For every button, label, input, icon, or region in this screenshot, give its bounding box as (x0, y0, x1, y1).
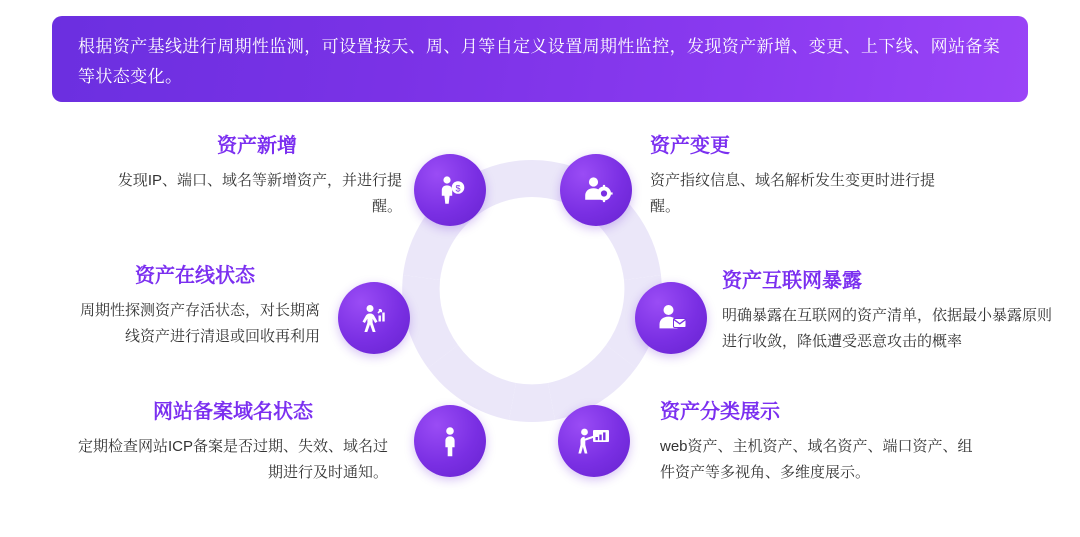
block-body-asset-new: 发现IP、端口、域名等新增资产，并进行提醒。 (117, 172, 402, 215)
text-block-asset-internet-exposure (722, 267, 1052, 355)
header-banner (52, 16, 1028, 102)
icon-bubble-asset-classification-display[interactable] (558, 405, 630, 477)
block-body-website-icp-domain-status: 定期检查网站ICP备案是否过期、失效、域名过期进行及时通知。 (78, 438, 389, 481)
capability-diagram (0, 102, 1080, 537)
text-block-asset-classification-display (660, 398, 980, 486)
text-block-asset-new (112, 132, 402, 220)
block-title-asset-internet-exposure: 资产互联网暴露 (722, 270, 862, 292)
icon-bubble-asset-new[interactable] (414, 154, 486, 226)
banner-text: 根据资产基线进行周期性监测，可设置按天、周、月等自定义设置周期性监控，发现资产新增、变更、上下线、网站备案等状态变化。 (78, 37, 1001, 86)
person-presentation-icon (576, 424, 612, 458)
person-dollar-icon (433, 173, 467, 207)
icon-bubble-asset-internet-exposure[interactable] (635, 282, 707, 354)
person-standing-icon (433, 424, 467, 458)
block-title-asset-new: 资产新增 (217, 135, 297, 157)
text-block-asset-change (650, 132, 950, 220)
icon-bubble-website-icp-domain-status[interactable] (414, 405, 486, 477)
text-block-asset-online-status (70, 262, 320, 350)
icon-bubble-asset-change[interactable] (560, 154, 632, 226)
person-chart-icon (357, 301, 391, 335)
person-mail-icon (654, 301, 688, 335)
text-block-website-icp-domain-status (78, 398, 388, 486)
person-settings-icon (579, 173, 613, 207)
block-body-asset-change: 资产指纹信息、域名解析发生变更时进行提醒。 (650, 172, 936, 215)
block-title-asset-classification-display: 资产分类展示 (660, 401, 780, 423)
block-title-asset-online-status: 资产在线状态 (135, 265, 255, 287)
block-title-asset-change: 资产变更 (650, 135, 730, 157)
block-body-asset-internet-exposure: 明确暴露在互联网的资产清单，依据最小暴露原则进行收敛，降低遭受恶意攻击的概率 (722, 307, 1053, 350)
block-body-asset-classification-display: web资产、主机资产、域名资产、端口资产、组件资产等多视角、多维度展示。 (660, 438, 973, 481)
block-body-asset-online-status: 周期性探测资产存活状态，对长期离线资产进行清退或回收再利用 (79, 302, 320, 345)
icon-bubble-asset-online-status[interactable] (338, 282, 410, 354)
svg-text:$: $ (455, 183, 461, 194)
block-title-website-icp-domain-status: 网站备案域名状态 (153, 401, 313, 423)
